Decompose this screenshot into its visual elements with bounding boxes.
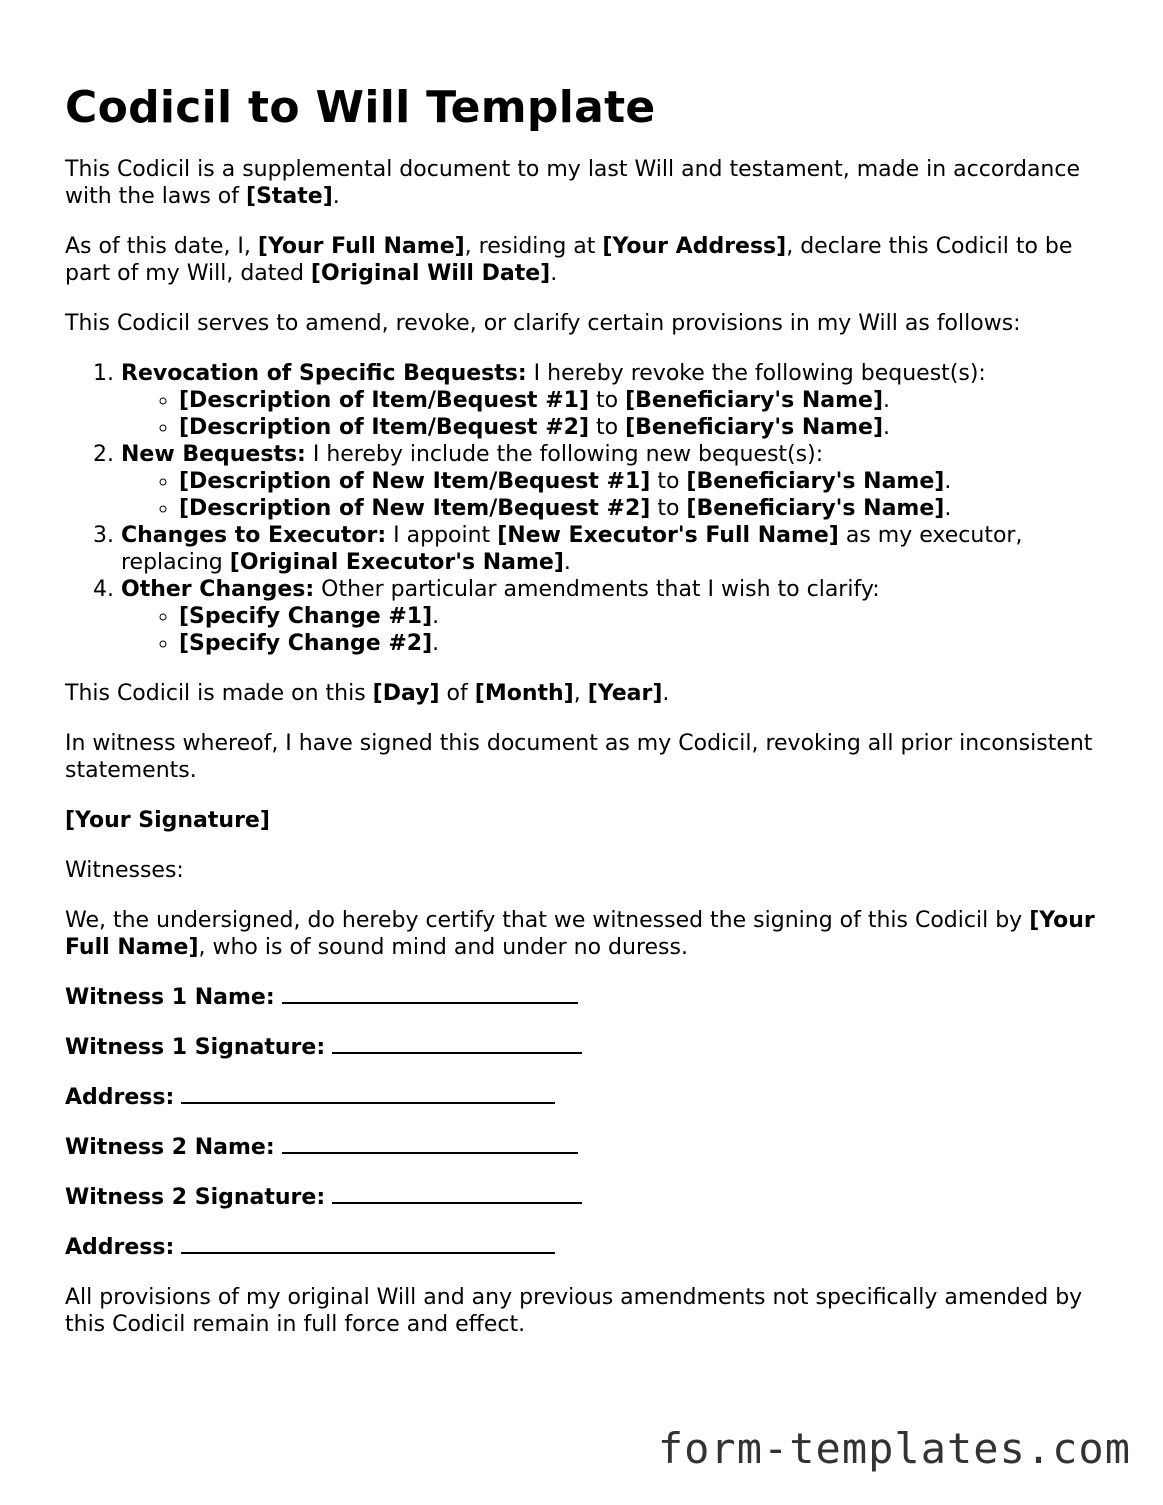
list-item: 1. Revocation of Specific Bequests: I hereby revoke the following bequest(s): ◦ [Description of Item/Bequest #1] to [Beneficiary's Name]. ◦ [Description of Item/Bequest #2] to [Beneficiary's Name]. [121,360,1105,441]
witness-1-address-line[interactable] [181,1084,555,1104]
witness-2-address-field: Address: [65,1234,1105,1261]
list-item: ◦ [Description of Item/Bequest #1] to [Beneficiary's Name]. [179,387,1105,414]
witness-2-address-line[interactable] [181,1234,555,1254]
state-placeholder: [State] [246,184,333,209]
provisions-list [65,360,1105,657]
document-title: Codicil to Will Template [65,82,656,133]
list-item: 4. Other Changes: Other particular amendments that I wish to clarify: ◦ [Specify Change #1]. ◦ [Specify Change #2]. [121,576,1105,657]
witness-1-name-line[interactable] [282,984,578,1004]
watermark: form-templates.com [657,1424,1131,1473]
sub-list [121,387,1105,441]
list-item: ◦ [Description of New Item/Bequest #2] to [Beneficiary's Name]. [179,495,1105,522]
day-placeholder: [Day] [372,681,440,706]
witness-2-name-line[interactable] [282,1134,578,1154]
sub-list [121,603,1105,657]
witness-2-signature-line[interactable] [332,1184,582,1204]
month-placeholder: [Month] [474,681,574,706]
witness-statement: In witness whereof, I have signed this document as my Codicil, revoking all prior inconsistent statements. [65,731,1093,783]
list-item: ◦ [Specify Change #1]. [179,603,1105,630]
signature-placeholder: [Your Signature] [65,808,270,833]
list-item: ◦ [Description of Item/Bequest #2] to [Beneficiary's Name]. [179,414,1105,441]
witnesses-heading: Witnesses: [65,858,184,883]
intro-paragraph: This Codicil is a supplemental document to my last Will and testament, made in accordance with the laws of [State]. [65,157,1080,209]
witness-2-signature-field: Witness 2 Signature: [65,1184,1105,1211]
full-name-placeholder: [Your Full Name] [257,234,465,259]
document-page [65,78,1105,1361]
list-item: ◦ [Description of New Item/Bequest #1] to [Beneficiary's Name]. [179,468,1105,495]
list-item: 2. New Bequests: I hereby include the following new bequest(s): ◦ [Description of New Item/Bequest #1] to [Beneficiary's Name]. ◦ [Description of New Item/Bequest #2] to [Beneficiary's Name]. [121,441,1105,522]
witness-1-signature-field: Witness 1 Signature: [65,1034,1105,1061]
closing-paragraph: All provisions of my original Will and any previous amendments not specifically amended by this Codicil remain in full force and effect. [65,1285,1083,1337]
declaration-paragraph: As of this date, I, [Your Full Name], residing at [Your Address], declare this Codicil to be part of my Will, dated [Original Will Date]. [65,234,1073,286]
list-item: ◦ [Specify Change #2]. [179,630,1105,657]
purpose-paragraph: This Codicil serves to amend, revoke, or clarify certain provisions in my Will as follows: [65,311,1021,336]
certify-paragraph: We, the undersigned, do hereby certify that we witnessed the signing of this Codicil by [Your Full Name], who is of sound mind and under no duress. [65,908,1095,960]
list-item: 3. Changes to Executor: I appoint [New Executor's Full Name] as my executor, replacing [Original Executor's Name]. [121,522,1105,576]
witness-2-name-field: Witness 2 Name: [65,1134,1105,1161]
witness-1-address-field: Address: [65,1084,1105,1111]
witness-1-name-field: Witness 1 Name: [65,984,1105,1011]
sub-list [121,468,1105,522]
date-line: This Codicil is made on this [Day] of [Month], [Year]. [65,681,670,706]
will-date-placeholder: [Original Will Date] [310,261,551,286]
year-placeholder: [Year] [587,681,663,706]
address-placeholder: [Your Address] [602,234,787,259]
witness-1-signature-line[interactable] [332,1034,582,1054]
